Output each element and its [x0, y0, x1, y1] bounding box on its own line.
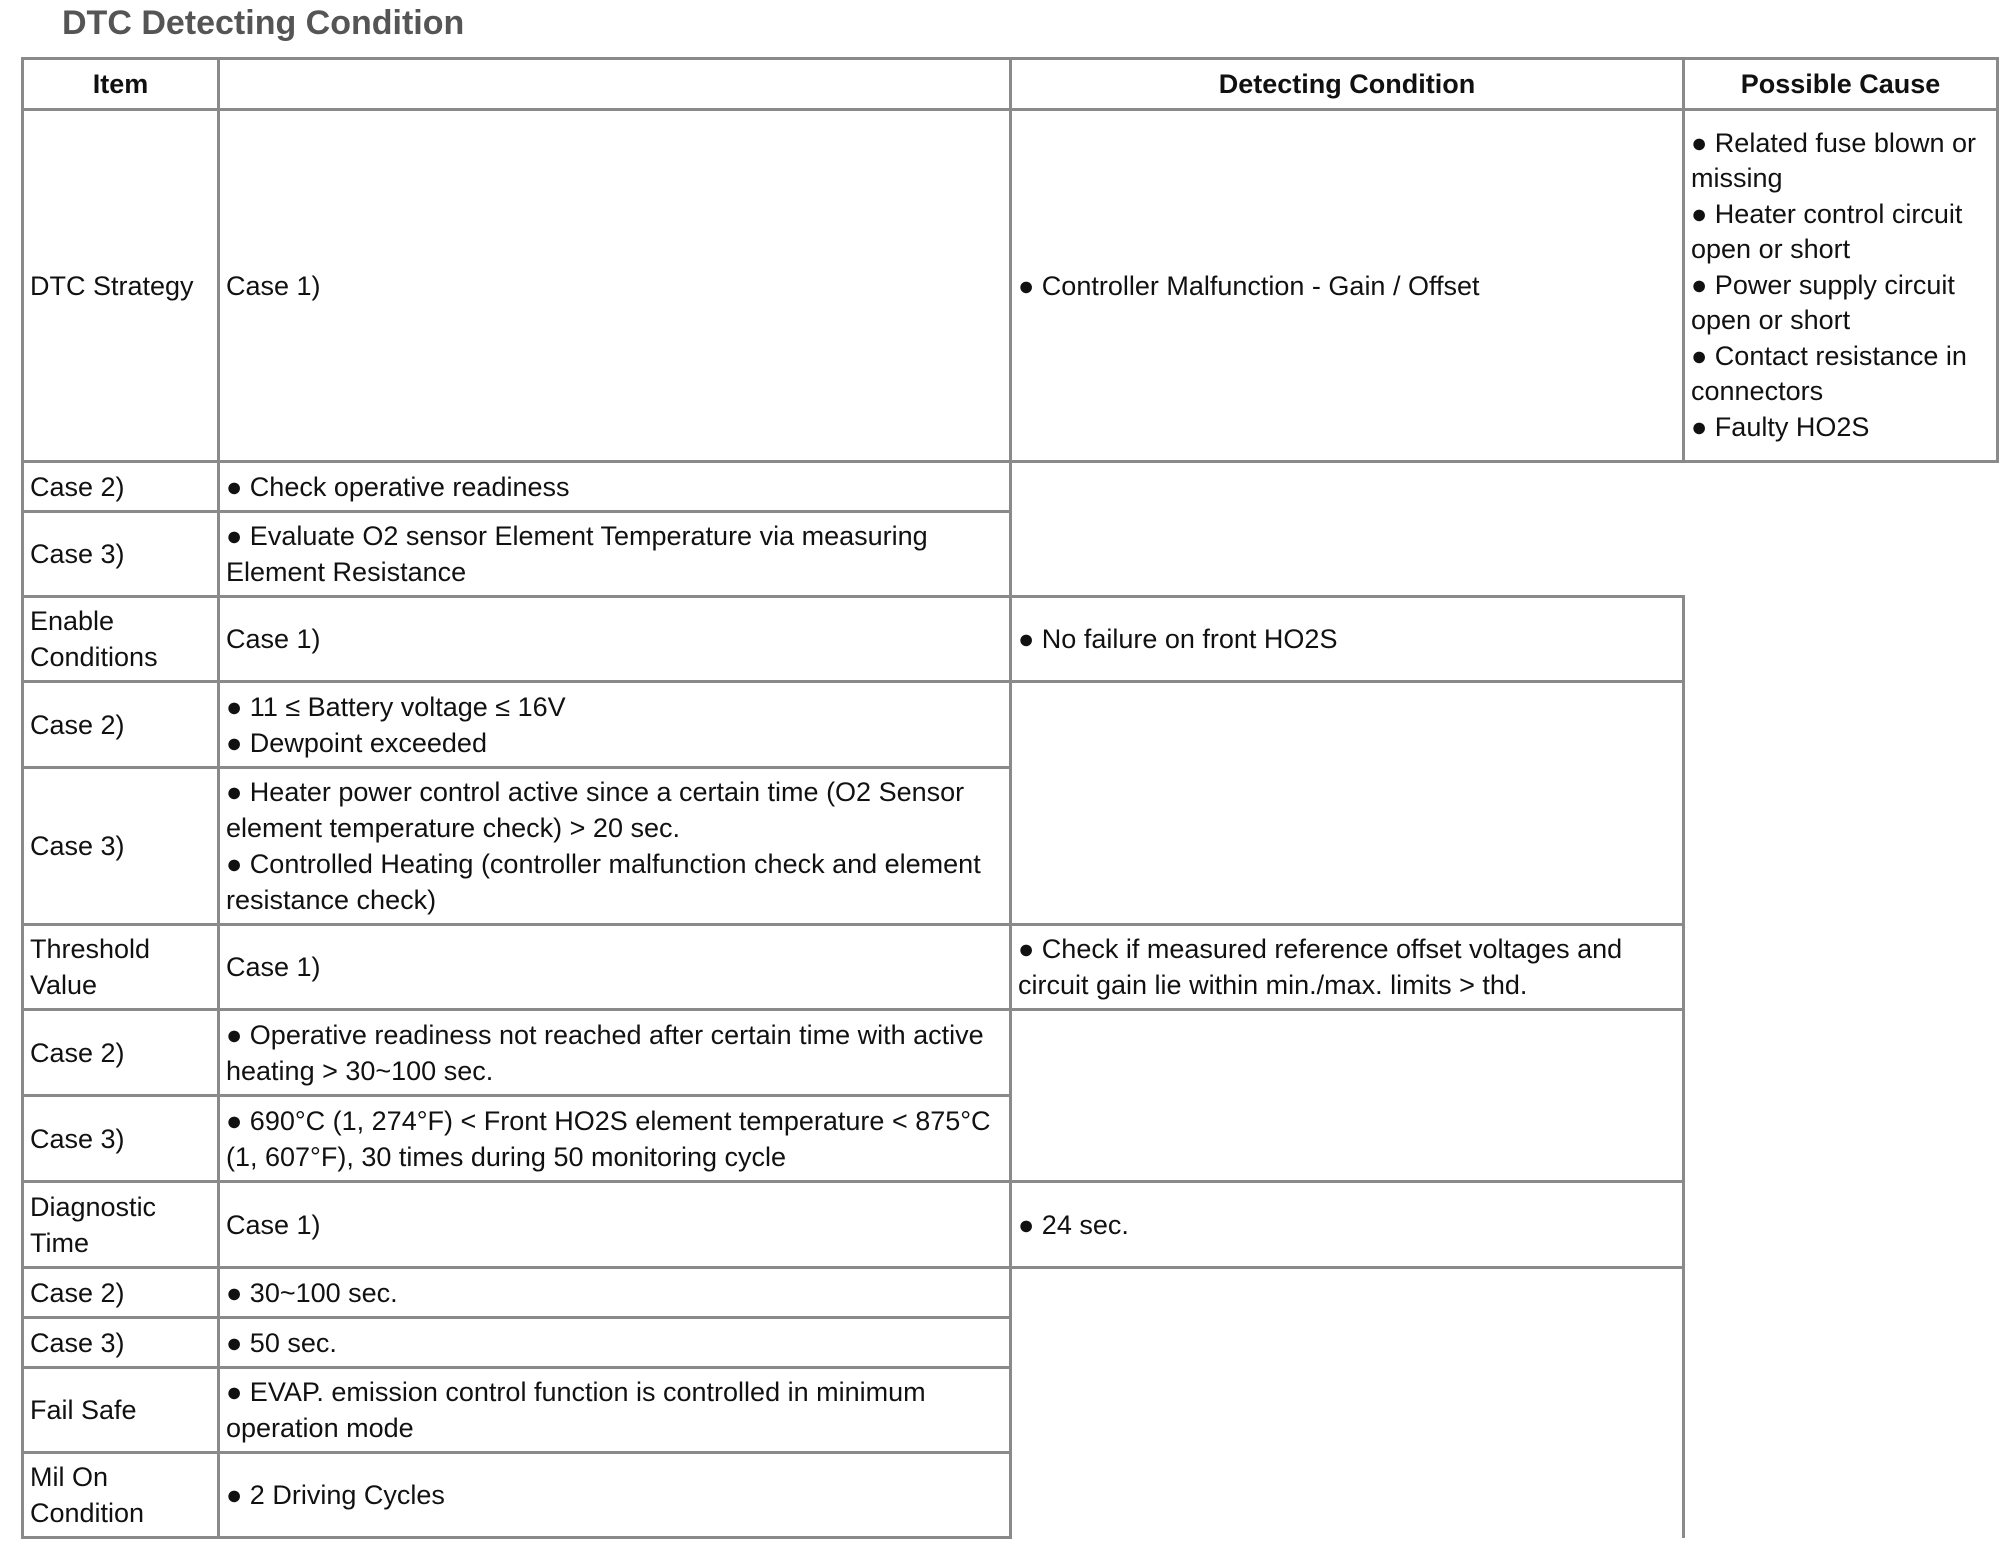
table-row [23, 110, 1998, 462]
table-row [23, 462, 1998, 512]
threshold-case2-label: Case 2) [23, 1010, 219, 1096]
possible-cause-list [1684, 110, 1998, 462]
table-header-row [23, 59, 1998, 110]
possible-cause-item: ● Contact resistance in connectors [1691, 340, 1967, 407]
diagnostic-case3-label: Case 3) [23, 1318, 219, 1368]
possible-cause-item: ● Power supply circuit open or short [1691, 269, 1955, 336]
enable-case2-value [219, 682, 1011, 768]
diagnostic-case2-value: ● 30~100 sec. [219, 1268, 1011, 1318]
empty-cell [1011, 1268, 1684, 1538]
mil-on-value: ● 2 Driving Cycles [219, 1453, 1011, 1538]
diagnostic-case3-value: ● 50 sec. [219, 1318, 1011, 1368]
item-dtc-strategy: DTC Strategy [23, 110, 219, 462]
empty-cell [1011, 682, 1684, 925]
header-possible-cause: Possible Cause [1684, 59, 1998, 110]
strategy-case2-value: ● Check operative readiness [219, 462, 1011, 512]
enable-case2-line: ● 11 ≤ Battery voltage ≤ 16V [226, 691, 566, 722]
header-detecting-condition: Detecting Condition [1011, 59, 1684, 110]
item-enable-conditions: Enable Conditions [23, 597, 219, 682]
empty-cell [1684, 597, 1998, 1538]
table-row [23, 597, 1998, 682]
possible-cause-item: ● Related fuse blown or missing [1691, 127, 1976, 194]
strategy-case3-value: ● Evaluate O2 sensor Element Temperature via measuring Element Resistance [219, 512, 1011, 597]
possible-cause-item: ● Heater control circuit open or short [1691, 198, 1963, 265]
header-blank [219, 59, 1011, 110]
enable-case3-line: ● Controlled Heating (controller malfunction check and element resistance check) [226, 849, 981, 915]
enable-case1-label: Case 1) [219, 597, 1011, 682]
strategy-case3-label: Case 3) [23, 512, 219, 597]
item-diagnostic-time: Diagnostic Time [23, 1182, 219, 1268]
possible-cause-item: ● Faulty HO2S [1691, 411, 1870, 442]
page-title: DTC Detecting Condition [62, 4, 465, 42]
enable-case3-value [219, 768, 1011, 925]
diagnostic-case1-label: Case 1) [219, 1182, 1011, 1268]
enable-case2-line: ● Dewpoint exceeded [226, 727, 487, 758]
enable-case3-label: Case 3) [23, 768, 219, 925]
enable-case2-label: Case 2) [23, 682, 219, 768]
strategy-case1-label: Case 1) [219, 110, 1011, 462]
item-mil-on-condition: Mil On Condition [23, 1453, 219, 1538]
fail-safe-value: ● EVAP. emission control function is controlled in minimum operation mode [219, 1368, 1011, 1453]
empty-cell [1011, 1010, 1684, 1182]
item-threshold-value: Threshold Value [23, 925, 219, 1010]
threshold-case1-detecting: ● Check if measured reference offset voltages and circuit gain lie within min./max. limits > thd. [1011, 925, 1684, 1010]
dtc-table [21, 57, 1999, 1539]
diagnostic-case2-label: Case 2) [23, 1268, 219, 1318]
threshold-case2-value: ● Operative readiness not reached after certain time with active heating > 30~100 sec. [219, 1010, 1011, 1096]
header-item: Item [23, 59, 219, 110]
threshold-case3-label: Case 3) [23, 1096, 219, 1182]
threshold-case3-value: ● 690°C (1, 274°F) < Front HO2S element temperature < 875°C (1, 607°F), 30 times during 50 monitoring cycle [219, 1096, 1011, 1182]
strategy-case1-detecting: ● Controller Malfunction - Gain / Offset [1011, 110, 1684, 462]
empty-cell [1011, 462, 1998, 597]
strategy-case2-label: Case 2) [23, 462, 219, 512]
item-fail-safe: Fail Safe [23, 1368, 219, 1453]
enable-case3-line: ● Heater power control active since a certain time (O2 Sensor element temperature check) > 20 sec. [226, 777, 965, 843]
enable-case1-detecting: ● No failure on front HO2S [1011, 597, 1684, 682]
threshold-case1-label: Case 1) [219, 925, 1011, 1010]
diagnostic-case1-detecting: ● 24 sec. [1011, 1182, 1684, 1268]
